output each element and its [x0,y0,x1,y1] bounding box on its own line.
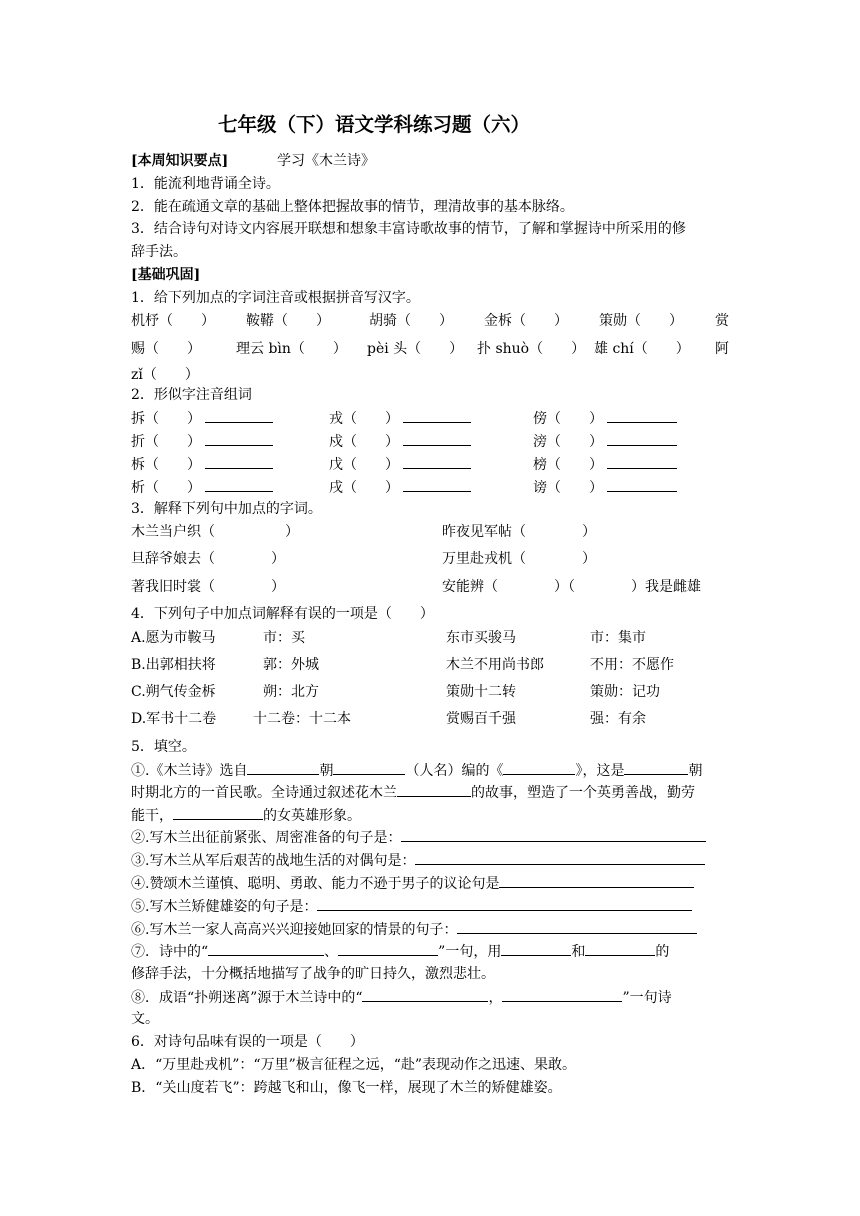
basic-heading: [基础巩固] [131,267,201,283]
q1-item: 赐（ ） [131,341,201,357]
q6-prompt: 6．对诗句品味有误的一项是（ ） [131,1034,364,1050]
q2-char: 谤（ ） [533,480,603,496]
knowledge-topic: 学习《木兰诗》 [277,153,375,169]
q4-prompt: 4．下列句子中加点词解释有误的一项是（ ） [131,606,434,622]
answer-blank[interactable] [401,826,706,842]
q1-item: 阿 [715,341,729,357]
q5-line: ⑧．成语“扑朔迷离”源于木兰诗中的“ ， ”一句诗 [131,986,730,1010]
q1-item: 金柝（ ） [484,313,568,329]
q5-fill-item: ⑥.写木兰一家人高高兴兴迎接她回家的情景的句子： [131,918,730,942]
page-title: 七年级（下）语文学科练习题（六） [218,113,531,136]
q2-char: 榜（ ） [533,457,603,473]
q2-char: 拆（ ） [131,411,201,427]
q1-item: 理云 bìn（ ） [236,341,347,357]
q2-char: 滂（ ） [533,434,603,450]
answer-blank[interactable] [397,781,471,797]
q2-char: 柝（ ） [131,457,201,473]
answer-blank[interactable] [607,476,677,492]
q1-item: 机杼（ ） [131,313,215,329]
answer-blank[interactable] [317,895,692,911]
answer-blank[interactable] [205,476,273,492]
answer-blank[interactable] [502,986,622,1002]
answer-blank[interactable] [173,804,263,820]
q3-prompt: 3．解释下列句中加点的字词。 [131,501,322,517]
answer-blank[interactable] [501,940,571,956]
answer-blank[interactable] [362,986,488,1002]
q2-char: 戌（ ） [329,480,399,496]
q5-fill-item: ②.写木兰出征前紧张、周密准备的句子是： [131,826,730,850]
q1-item: 雄 chí（ ） [594,341,690,357]
q5-line: 文。 [131,1011,159,1027]
q5-line: 时期北方的一首民歌。全诗通过叙述花木兰 的故事，塑造了一个英勇善战，勤劳 [131,781,730,805]
q3-item: 安能辨（ ）（ ）我是雌雄 [442,579,701,595]
q5-prompt: 5．填空。 [131,739,196,755]
q6-option: A．“万里赴戎机”：“万里”极言征程之远，“赴”表现动作之迅速、果敢。 [131,1057,577,1073]
q1-row: zǐ（ ） [131,367,199,383]
answer-blank[interactable] [403,430,471,446]
q2-char: 戊（ ） [329,457,399,473]
q3-item: 木兰当户织（ ） [131,524,299,540]
knowledge-point: 辞手法。 [131,244,187,260]
answer-blank[interactable] [585,940,655,956]
q2-char: 傍（ ） [533,411,603,427]
knowledge-heading: [本周知识要点] [131,153,229,169]
answer-blank[interactable] [205,407,273,423]
answer-blank[interactable] [607,430,677,446]
q3-item: 昨夜见军帖（ ） [442,524,596,540]
q2-prompt: 2．形似字注音组词 [131,387,252,403]
q5-line: ⑦．诗中的“ 、 ”一句，用 和 的 [131,940,730,964]
q1-item: 胡骑（ ） [369,313,453,329]
q5-fill-item: ⑤.写木兰矫健雄姿的句子是： [131,895,730,919]
q1-item: 策勋（ ） [599,313,683,329]
q1-item: 赏 [715,313,729,329]
answer-blank[interactable] [333,759,405,775]
q3-item: 著我旧时裳（ ） [131,579,285,595]
answer-blank[interactable] [457,918,697,934]
q2-char: 戎（ ） [329,411,399,427]
q1-item: 鞍鞯（ ） [246,313,330,329]
q5-fill-item: ③.写木兰从军后艰苦的战地生活的对偶句是： [131,849,730,873]
answer-blank[interactable] [607,407,677,423]
q6-option: B．“关山度若飞”：跨越飞和山，像飞一样，展现了木兰的矫健雄姿。 [131,1080,562,1096]
answer-blank[interactable] [503,759,575,775]
answer-blank[interactable] [403,476,471,492]
answer-blank[interactable] [338,940,438,956]
q5-line: ①.《木兰诗》选自 朝 （人名）编的《 》，这是 朝 [131,759,730,783]
answer-blank[interactable] [415,849,705,865]
q3-item: 旦辞爷娘去（ ） [131,551,285,567]
answer-blank[interactable] [607,453,677,469]
answer-blank[interactable] [624,759,688,775]
q3-item: 万里赴戎机（ ） [442,551,596,567]
answer-blank[interactable] [205,453,273,469]
answer-blank[interactable] [205,430,273,446]
q1-prompt: 1．给下列加点的字词注音或根据拼音写汉字。 [131,290,420,306]
answer-blank[interactable] [499,872,694,888]
q2-char: 析（ ） [131,480,201,496]
answer-blank[interactable] [208,940,324,956]
q2-char: 折（ ） [131,434,201,450]
answer-blank[interactable] [403,407,471,423]
q5-line: 修辞手法，十分概括地描写了战争的旷日持久，激烈悲壮。 [131,966,495,982]
answer-blank[interactable] [403,453,471,469]
knowledge-heading-line [131,150,730,173]
q1-item: pèi 头（ ） [367,341,464,357]
knowledge-point: 1．能流利地背诵全诗。 [131,176,280,192]
q5-line: 能干， 的女英雄形象。 [131,804,730,828]
q1-item: 扑 shuò（ ） [477,341,586,357]
q2-char: 戍（ ） [329,434,399,450]
knowledge-point: 2．能在疏通文章的基础上整体把握故事的情节，理清故事的基本脉络。 [131,199,574,215]
answer-blank[interactable] [247,759,319,775]
q5-fill-item: ④.赞颂木兰谨慎、聪明、勇敢、能力不逊于男子的议论句是 [131,872,730,896]
knowledge-point: 3．结合诗句对诗文内容展开联想和想象丰富诗歌故事的情节，了解和掌握诗中所采用的修 [131,221,686,237]
